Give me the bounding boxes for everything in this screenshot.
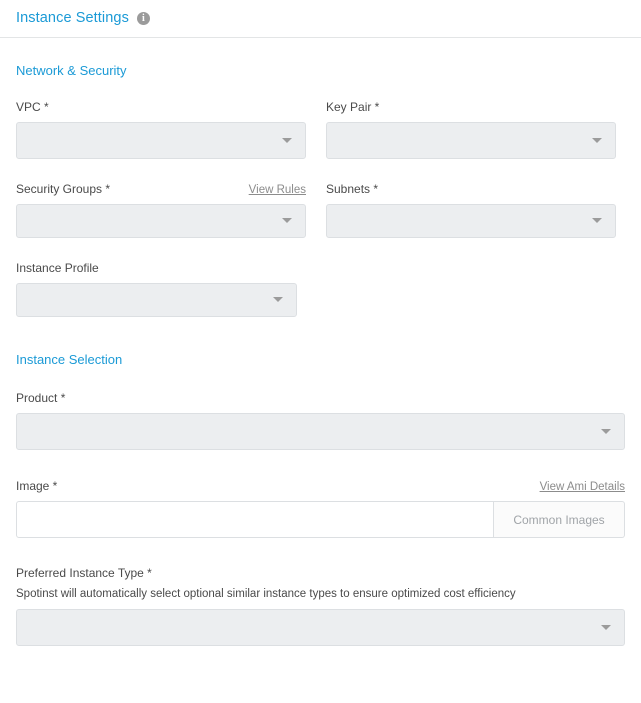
chevron-down-icon [592, 218, 602, 223]
row-securitygroups-subnets [16, 182, 625, 238]
field-key-pair [326, 100, 616, 159]
field-subnets [326, 182, 616, 238]
page-title: Instance Settings [16, 10, 129, 26]
section-title-network-security: Network & Security [16, 63, 127, 78]
instance-profile-label: Instance Profile [16, 261, 99, 275]
subnets-label: Subnets * [326, 182, 379, 196]
field-vpc [16, 100, 306, 159]
section-title-instance-selection: Instance Selection [16, 352, 123, 367]
field-product [16, 391, 625, 450]
chevron-down-icon [282, 138, 292, 143]
form-body [0, 63, 641, 646]
field-security-groups [16, 182, 306, 238]
image-input-group [16, 501, 625, 538]
preferred-instance-type-helper: Spotinst will automatically select optional similar instance types to ensure optimized cost efficiency [16, 588, 516, 600]
security-groups-select[interactable] [16, 204, 306, 238]
image-input[interactable] [16, 501, 494, 538]
product-select[interactable] [16, 413, 625, 450]
page-header [0, 0, 641, 38]
info-icon[interactable]: i [137, 12, 150, 25]
preferred-instance-type-select[interactable] [16, 609, 625, 646]
common-images-button[interactable]: Common Images [494, 501, 625, 538]
field-preferred-instance-type [16, 566, 625, 646]
vpc-select[interactable] [16, 122, 306, 159]
instance-profile-select[interactable] [16, 283, 297, 317]
view-ami-details-link[interactable]: View Ami Details [539, 481, 625, 493]
view-rules-link[interactable]: View Rules [248, 184, 306, 196]
chevron-down-icon [601, 429, 611, 434]
vpc-label: VPC * [16, 100, 49, 114]
field-image [16, 479, 625, 538]
chevron-down-icon [282, 218, 292, 223]
product-label: Product * [16, 391, 66, 405]
subnets-select[interactable] [326, 204, 616, 238]
security-groups-label: Security Groups * [16, 182, 111, 196]
key-pair-label: Key Pair * [326, 100, 380, 114]
image-label: Image * [16, 479, 58, 493]
field-instance-profile [16, 261, 625, 317]
chevron-down-icon [273, 297, 283, 302]
chevron-down-icon [592, 138, 602, 143]
row-vpc-keypair [16, 100, 625, 159]
preferred-instance-type-label: Preferred Instance Type * [16, 566, 152, 580]
chevron-down-icon [601, 625, 611, 630]
key-pair-select[interactable] [326, 122, 616, 159]
